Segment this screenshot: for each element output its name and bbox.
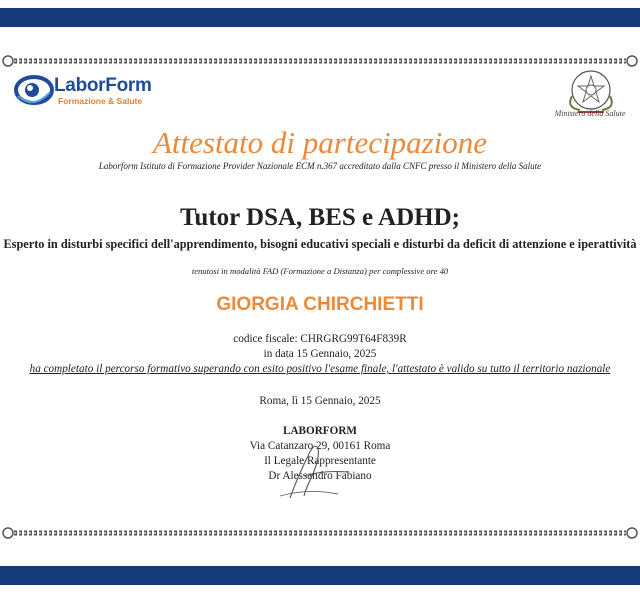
course-title: Tutor DSA, BES e ADHD; [180, 204, 460, 231]
completion-date-line: in data 15 Gennaio, 2025 [263, 348, 377, 360]
issuer-address: Via Catanzaro 29, 00161 Roma [249, 440, 391, 452]
participant-name: GIORGIA CHIRCHIETTI [216, 294, 424, 315]
handwritten-signature [268, 436, 358, 502]
laborform-logo [14, 70, 164, 110]
certificate-title: Attestato di partecipazione [152, 125, 488, 160]
logo-brand-text: LaborForm [54, 75, 152, 96]
legal-representative-label: Il Legale Rappresentante [264, 455, 376, 467]
bottom-blue-band [0, 566, 640, 585]
bottom-rope-border [0, 520, 640, 546]
issuer-name: LABORFORM [283, 425, 357, 437]
signatory-name: Dr Alessandro Fabiano [268, 470, 372, 482]
provider-line: Laborform Istituto di Formazione Provider Nazionale ECM n.367 accreditato dalla CNFC presso il Ministero della Salute [98, 161, 542, 171]
course-subtitle: Esperto in disturbi specifici dell'apprendimento, bisogni educativi speciali e disturbi da deficit di attenzione e iperattività [3, 237, 637, 251]
place-date-line: Roma, lì 15 Gennaio, 2025 [259, 395, 381, 407]
modality-line: tenutosi in modalità FAD (Formazione a Distanza) per complessive ore 40 [191, 266, 449, 276]
logo-tagline: Formazione & Salute [58, 96, 143, 106]
ministry-label: Ministero della Salute [554, 109, 626, 118]
fiscal-code-line: codice fiscale: CHRGRG99T64F839R [233, 333, 407, 345]
completion-statement: ha completato il percorso formativo superando con esito positivo l'esame finale, l'attestato è valido su tutto il territorio nazionale [29, 363, 611, 375]
laborform-swirl-icon [14, 72, 54, 108]
top-blue-band [0, 8, 640, 27]
